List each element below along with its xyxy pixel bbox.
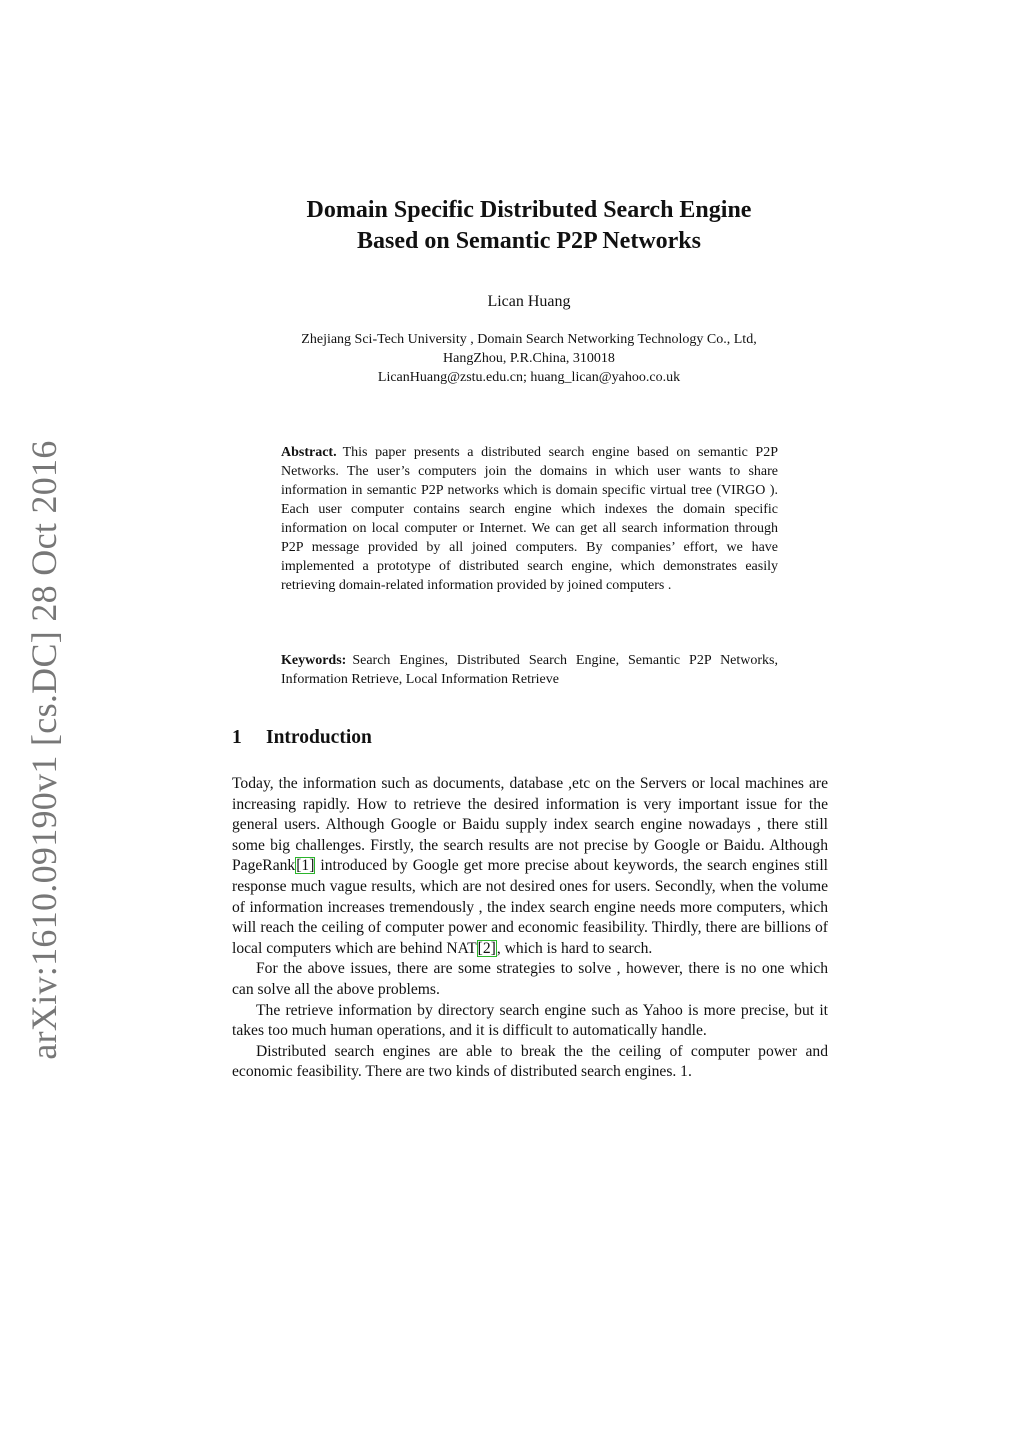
affiliation-line-2: HangZhou, P.R.China, 310018 (443, 351, 615, 366)
paragraph-1 (232, 774, 828, 959)
section-heading (232, 727, 372, 749)
paragraph-4: Distributed search engines are able to break the the ceiling of computer power and economic feasibility. There are two kinds of distributed search engines. 1. (232, 1042, 828, 1081)
section-title: Introduction (266, 727, 372, 748)
affiliation-line-1: Zhejiang Sci-Tech University , Domain Search Networking Technology Co., Ltd, (301, 332, 757, 347)
keywords-text: Search Engines, Distributed Search Engine, Semantic P2P Networks, Information Retrieve, Local Information Retrieve (281, 653, 778, 687)
abstract-label: Abstract. (281, 445, 337, 460)
author-name: Lican Huang (487, 293, 571, 310)
body-text (232, 774, 828, 1083)
title-line-1: Domain Specific Distributed Search Engine (306, 197, 752, 223)
abstract (281, 443, 778, 595)
affiliation-email: LicanHuang@zstu.edu.cn; huang_lican@yahoo.co.uk (377, 370, 681, 385)
paper-title (230, 195, 828, 257)
paragraph-3: The retrieve information by directory search engine such as Yahoo is more precise, but it takes too much human operations, and it is difficult to automatically handle. (232, 1001, 828, 1040)
keywords-label: Keywords: (281, 653, 347, 668)
keywords (281, 651, 778, 689)
paragraph-1-part-c: , which is hard to search. (496, 939, 653, 957)
paragraph-1-part-b: introduced by Google get more precise about keywords, the search engines still response much vague results, which are not desired ones for users. Secondly, when the volume of information increases tremendously , the index search engine needs more computers, which will reach the ceiling of computer power and economic feasibility. Thirdly, there are billions of local computers which are behind NAT (232, 857, 828, 957)
citation-link-2[interactable]: [2] (477, 939, 496, 957)
arxiv-stamp-text: arXiv:1610.09190v1 [cs.DC] 28 Oct 2016 (24, 440, 64, 1060)
abstract-text: This paper presents a distributed search engine based on semantic P2P Networks. The user’s computers join the domains in which user wants to share information in semantic P2P networks which is domain specific virtual tree (VIRGO ). Each user computer contains search engine which indexes the domain specific information on local computer or Internet. We can get all search information through P2P message provided by all joined computers. By companies’ effort, we have implemented a prototype of distributed search engine, which demonstrates easily retrieving domain-related information provided by joined computers . (281, 445, 778, 593)
affiliation (230, 330, 828, 387)
citation-link-1[interactable]: [1] (296, 857, 315, 875)
title-line-2: Based on Semantic P2P Networks (357, 228, 701, 254)
section-number: 1 (232, 727, 242, 748)
paragraph-1-part-a: Today, the information such as documents, database ,etc on the Servers or local machines are increasing rapidly. How to retrieve the desired information is very important issue for the general users. Although Google or Baidu supply index search engine nowadays , there still some big challenges. Firstly, the search results are not precise by Google or Baidu. Although PageRank (232, 775, 828, 875)
paragraph-2: For the above issues, there are some strategies to solve , however, there is no one which can solve all the above problems. (232, 960, 828, 998)
